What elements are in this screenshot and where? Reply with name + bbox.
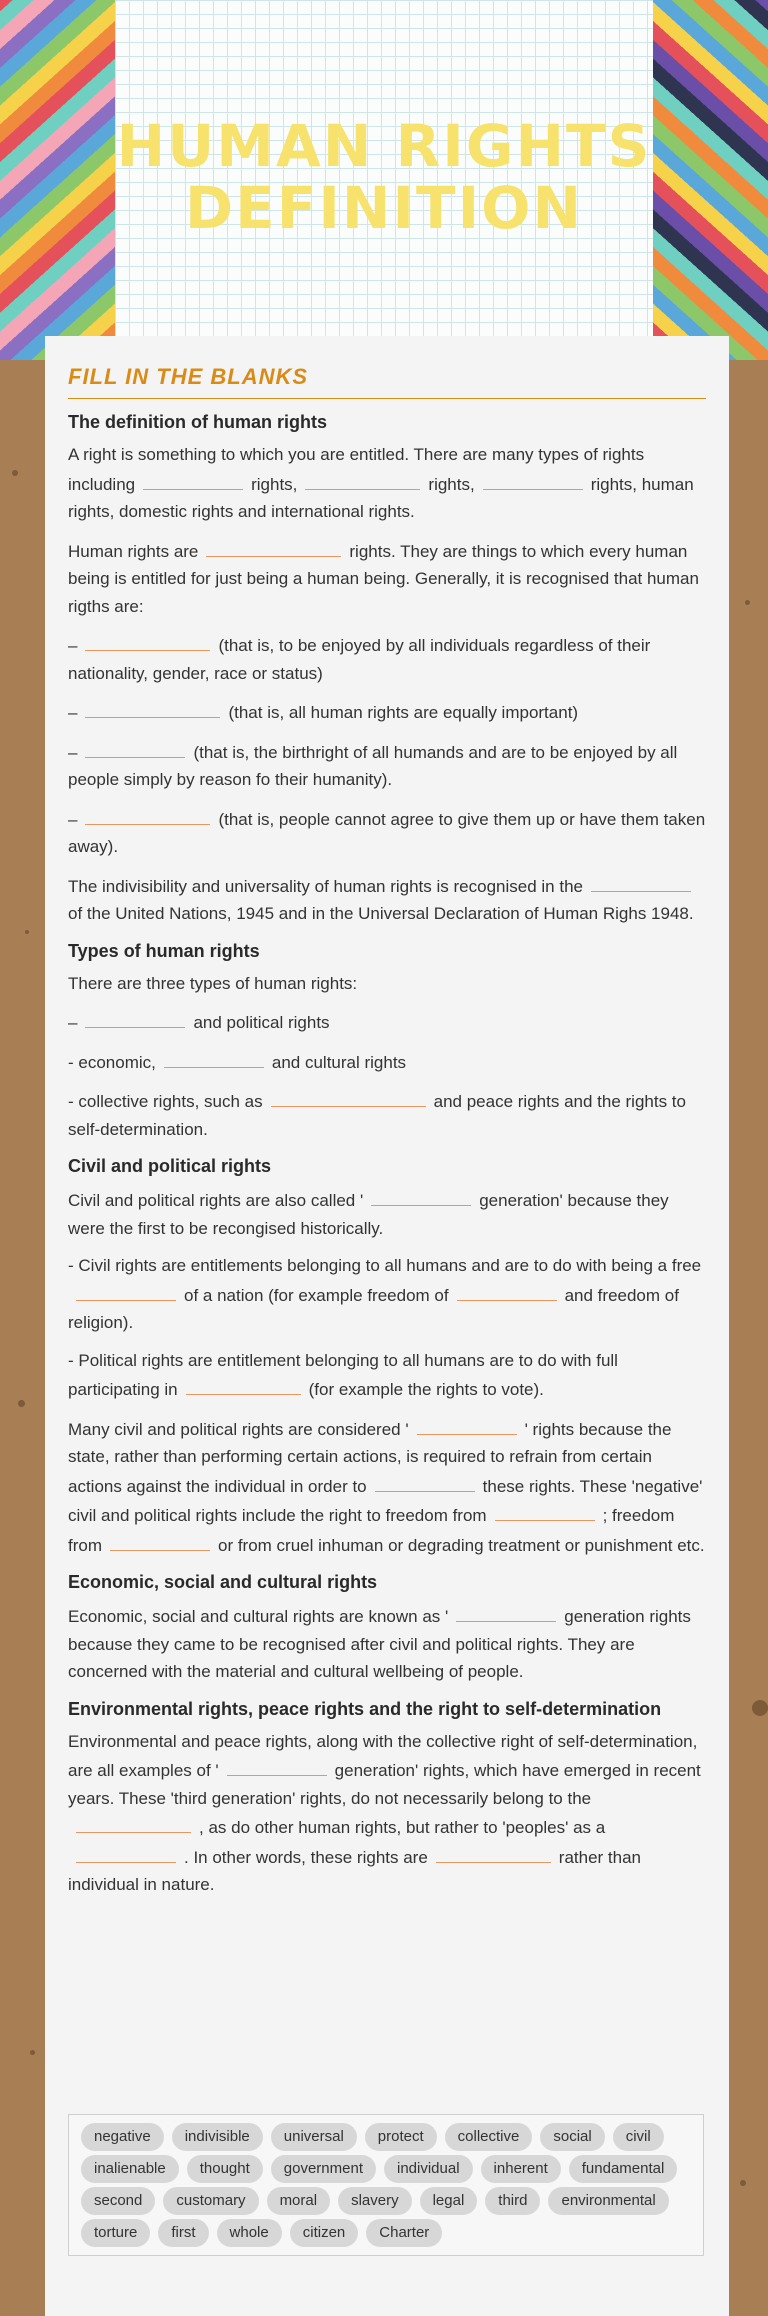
blank-field[interactable]	[186, 1374, 301, 1395]
word-chip[interactable]: third	[485, 2187, 540, 2215]
paragraph: – (that is, all human rights are equally important)	[68, 697, 706, 727]
blank-field[interactable]	[483, 469, 583, 490]
blank-field[interactable]	[76, 1812, 191, 1833]
word-chip[interactable]: social	[540, 2123, 604, 2151]
word-chip[interactable]: environmental	[548, 2187, 668, 2215]
blank-field[interactable]	[436, 1842, 551, 1863]
word-chip[interactable]: citizen	[290, 2219, 359, 2247]
paragraph: Environmental and peace rights, along with the collective right of self-determination, are all examples of ' generation' rights, which have emerged in recent years. These 'third generation' rights, do not necessarily belong to the, as do other human rights, but rather to 'peoples' as a. In other words, these rights are rather than individual in nature.	[68, 1731, 701, 1894]
paragraph: - Civil rights are entitlements belonging to all humans and are to do with being a freeof a nation (for example freedom of and freedom of religion).	[68, 1256, 702, 1332]
blank-field[interactable]	[227, 1755, 327, 1776]
paragraph: – and political rights	[68, 1007, 706, 1037]
page-title: HUMAN RIGHTS DEFINITION	[116, 112, 652, 242]
blank-field[interactable]	[76, 1842, 176, 1863]
paragraph: - Political rights are entitlement belonging to all humans are to do with full participating in (for example the rights to vote).	[68, 1350, 618, 1399]
blank-field[interactable]	[85, 804, 210, 825]
paragraph: A right is something to which you are entitled. There are many types of rights including rights, rights, rights, human rights, domestic rights and international rights.	[68, 445, 694, 521]
word-chip[interactable]: slavery	[338, 2187, 412, 2215]
blank-field[interactable]	[495, 1500, 595, 1521]
blank-field[interactable]	[375, 1471, 475, 1492]
worksheet-card	[45, 336, 729, 2316]
blank-field[interactable]	[271, 1086, 426, 1107]
word-chip[interactable]: inalienable	[81, 2155, 179, 2183]
paragraph: Economic, social and cultural rights are known as ' generation rights because they came to be recognised after civil and political rights. They are concerned with the material and cultural wellbeing of people.	[68, 1601, 706, 1686]
section-title: FILL IN THE BLANKS	[68, 364, 706, 399]
blank-field[interactable]	[305, 469, 420, 490]
word-chip[interactable]: moral	[267, 2187, 331, 2215]
paragraph: Human rights are rights. They are things to which every human being is entitled for just being a human being. Generally, it is recognised that human rigths are:	[68, 536, 706, 621]
heading-definition: The definition of human rights	[68, 412, 327, 432]
decorative-chevron-pattern-right	[653, 0, 768, 360]
page-header	[0, 0, 768, 360]
word-chip[interactable]: customary	[163, 2187, 258, 2215]
worksheet-content	[68, 409, 706, 1899]
heading-environmental: Environmental rights, peace rights and the right to self-determination	[68, 1698, 662, 1719]
word-chip[interactable]: legal	[420, 2187, 478, 2215]
paragraph: – (that is, the birthright of all humands and are to be enjoyed by all people simply by reason fo their humanity).	[68, 737, 706, 794]
blank-field[interactable]	[456, 1601, 556, 1622]
heading-economic: Economic, social and cultural rights	[68, 1572, 378, 1592]
word-chip[interactable]: negative	[81, 2123, 164, 2151]
blank-field[interactable]	[85, 630, 210, 651]
word-chip[interactable]: protect	[365, 2123, 437, 2151]
decorative-chevron-pattern-left	[0, 0, 115, 360]
paragraph: Civil and political rights are also called ' generation' because they were the first to be recongised historically.	[68, 1185, 706, 1242]
blank-field[interactable]	[85, 737, 185, 758]
blank-field[interactable]	[457, 1280, 557, 1301]
word-chip[interactable]: whole	[217, 2219, 282, 2247]
blank-field[interactable]	[76, 1280, 176, 1301]
word-chip[interactable]: first	[158, 2219, 208, 2247]
heading-types: Types of human rights	[68, 940, 260, 961]
paragraph: There are three types of human rights:	[68, 973, 358, 993]
blank-field[interactable]	[85, 1007, 185, 1028]
paragraph: The indivisibility and universality of human rights is recognised in theof the United Nations, 1945 and in the Universal Declaration of Human Righs 1948.	[68, 871, 706, 928]
word-chip[interactable]: universal	[271, 2123, 357, 2151]
heading-civil: Civil and political rights	[68, 1156, 272, 1176]
paragraph: Many civil and political rights are considered ' ' rights because the state, rather than performing certain actions, is required to refrain from certain actions against the individual in order to these rights. These 'negative' civil and political rights include the right to freedom from ; freedom from or from cruel inhuman or degrading treatment or punishment etc.	[68, 1414, 706, 1560]
paragraph: – (that is, people cannot agree to give them up or have them taken away).	[68, 804, 706, 861]
blank-field[interactable]	[164, 1047, 264, 1068]
word-chip[interactable]: individual	[384, 2155, 473, 2183]
paragraph: - economic, and cultural rights	[68, 1047, 706, 1077]
word-chip[interactable]: collective	[445, 2123, 533, 2151]
blank-field[interactable]	[85, 697, 220, 718]
word-chip[interactable]: inherent	[481, 2155, 561, 2183]
word-chip[interactable]: government	[271, 2155, 376, 2183]
word-chip[interactable]: thought	[187, 2155, 263, 2183]
blank-field[interactable]	[417, 1414, 517, 1435]
word-chip[interactable]: fundamental	[569, 2155, 678, 2183]
blank-field[interactable]	[206, 536, 341, 557]
word-chip[interactable]: second	[81, 2187, 155, 2215]
word-chip[interactable]: Charter	[366, 2219, 442, 2247]
word-bank	[68, 2114, 704, 2256]
blank-field[interactable]	[371, 1185, 471, 1206]
word-chip[interactable]: civil	[613, 2123, 664, 2151]
paragraph: - collective rights, such as and peace rights and the rights to self-determination.	[68, 1086, 706, 1143]
blank-field[interactable]	[591, 871, 691, 892]
blank-field[interactable]	[143, 469, 243, 490]
paragraph: – (that is, to be enjoyed by all individuals regardless of their nationality, gender, race or status)	[68, 630, 706, 687]
word-chip[interactable]: indivisible	[172, 2123, 263, 2151]
blank-field[interactable]	[110, 1530, 210, 1551]
word-chip[interactable]: torture	[81, 2219, 150, 2247]
